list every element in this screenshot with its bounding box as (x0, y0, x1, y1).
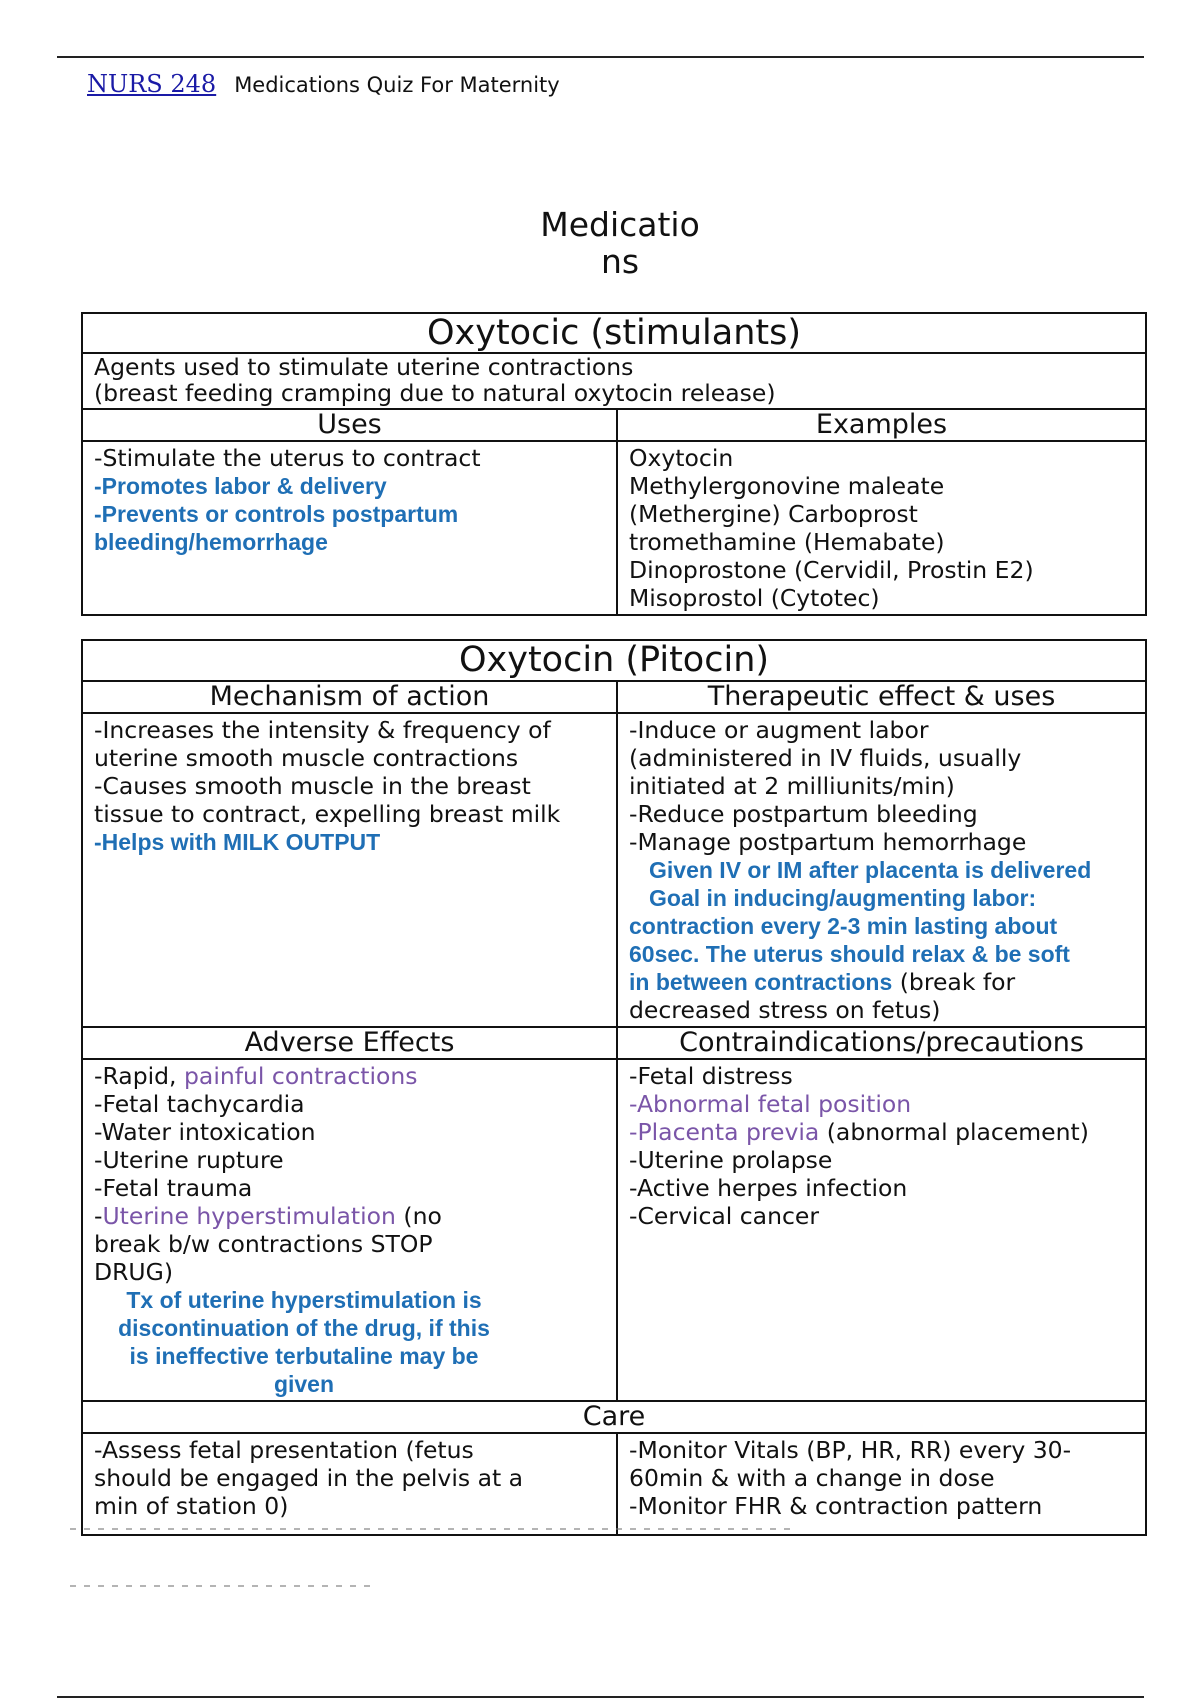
example-item: Misoprostol (Cytotec) (629, 584, 880, 612)
care-item: min of station 0) (94, 1492, 289, 1520)
moa-item: -Increases the intensity & frequency of (94, 716, 551, 744)
therapeutic-item: 60sec. The uterus should relax & be soft (629, 941, 1070, 967)
uses-item: -Prevents or controls postpartum (94, 501, 459, 527)
therapeutic-item: Given IV or IM after placenta is delivered (649, 857, 1092, 883)
uses-item: -Promotes labor & delivery (94, 473, 387, 499)
adverse-header: Adverse Effects (82, 1027, 617, 1059)
adverse-item: -Uterine rupture (94, 1146, 284, 1174)
oxytocic-desc-line-1: Agents used to stimulate uterine contractions (94, 353, 634, 381)
contra-item: -Fetal distress (629, 1062, 793, 1090)
faded-text-remnant (70, 1585, 370, 1587)
care-item: 60min & with a change in dose (629, 1464, 995, 1492)
uses-item: -Stimulate the uterus to contract (94, 444, 481, 472)
therapeutic-item: initiated at 2 milliunits/min) (629, 772, 955, 800)
bottom-rule (57, 1696, 1144, 1698)
pitocin-title: Oxytocin (Pitocin) (82, 640, 1146, 681)
therapeutic-item: contraction every 2-3 min lasting about (629, 913, 1058, 939)
therapeutic-emphasis: in between contractions (629, 969, 893, 995)
faded-text-remnant (70, 1528, 790, 1530)
example-item: tromethamine (Hemabate) (629, 528, 945, 556)
contra-item: -Abnormal fetal position (629, 1090, 912, 1118)
adverse-emphasis: painful contractions (184, 1062, 418, 1090)
adverse-note: (no (395, 1202, 442, 1230)
example-item: Dinoprostone (Cervidil, Prostin E2) (629, 556, 1034, 584)
adverse-cell (82, 1059, 617, 1401)
therapeutic-item (629, 968, 1135, 996)
page-title-line-1: Medicatio (540, 205, 700, 244)
adverse-item: -Fetal tachycardia (94, 1090, 305, 1118)
contra-cell (617, 1059, 1146, 1401)
examples-cell (617, 441, 1146, 615)
therapeutic-note: (break for (892, 968, 1016, 996)
adverse-item: -Water intoxication (94, 1118, 316, 1146)
care-item: -Monitor Vitals (BP, HR, RR) every 30- (629, 1436, 1072, 1464)
example-item: (Methergine) Carboprost (629, 500, 918, 528)
uses-item: bleeding/hemorrhage (94, 529, 328, 555)
contra-item: -Cervical cancer (629, 1202, 820, 1230)
page-header (87, 70, 560, 98)
care-item: -Assess fetal presentation (fetus (94, 1436, 474, 1464)
adverse-item: break b/w contractions STOP (94, 1230, 433, 1258)
moa-cell (82, 713, 617, 1027)
moa-item: -Causes smooth muscle in the breast (94, 772, 531, 800)
therapeutic-item: -Manage postpartum hemorrhage (629, 828, 1027, 856)
oxytocic-title: Oxytocic (stimulants) (82, 313, 1146, 353)
contra-item: -Uterine prolapse (629, 1146, 833, 1174)
contra-header: Contraindications/precautions (617, 1027, 1146, 1059)
contra-item: -Active herpes infection (629, 1174, 908, 1202)
contra-item (629, 1118, 1135, 1146)
care-item: -Monitor FHR & contraction pattern (629, 1492, 1043, 1520)
therapeutic-item: (administered in IV fluids, usually (629, 744, 1022, 772)
moa-item: uterine smooth muscle contractions (94, 744, 519, 772)
adverse-item: -Fetal trauma (94, 1174, 253, 1202)
therapeutic-cell (617, 713, 1146, 1027)
care-right-cell (617, 1433, 1146, 1535)
hyperstimulation-note (94, 1286, 514, 1398)
page-title-line-2: ns (600, 242, 640, 281)
therapeutic-item: decreased stress on fetus) (629, 996, 941, 1024)
adverse-emphasis: Uterine hyperstimulation (102, 1202, 396, 1230)
adverse-item (94, 1062, 606, 1090)
course-link[interactable]: NURS 248 (87, 70, 217, 98)
adverse-prefix: -Rapid, (94, 1062, 184, 1090)
examples-header: Examples (617, 409, 1146, 441)
care-item: should be engaged in the pelvis at a (94, 1464, 524, 1492)
header-title: Medications Quiz For Maternity (234, 73, 560, 97)
therapeutic-item: Goal in inducing/augmenting labor: (649, 885, 1037, 911)
moa-header: Mechanism of action (82, 681, 617, 713)
adverse-item (94, 1202, 606, 1230)
contra-note: (abnormal placement) (819, 1118, 1089, 1146)
moa-item: -Helps with MILK OUTPUT (94, 829, 381, 855)
moa-item: tissue to contract, expelling breast milk (94, 800, 561, 828)
oxytocic-desc-line-2: (breast feeding cramping due to natural oxytocin release) (94, 379, 776, 407)
note-line: discontinuation of the drug, if this (118, 1315, 490, 1341)
uses-cell (82, 441, 617, 615)
page-title (520, 206, 720, 280)
therapeutic-item: -Induce or augment labor (629, 716, 929, 744)
uses-header: Uses (82, 409, 617, 441)
oxytocic-table (81, 312, 1147, 616)
contra-emphasis: -Placenta previa (629, 1118, 820, 1146)
top-rule (57, 56, 1144, 58)
example-item: Methylergonovine maleate (629, 472, 945, 500)
note-line: is ineffective terbutaline may be (129, 1343, 479, 1369)
note-line: given (273, 1371, 335, 1397)
care-header: Care (82, 1401, 1146, 1433)
oxytocic-description (82, 353, 1146, 409)
adverse-dash: - (94, 1202, 103, 1230)
therapeutic-header: Therapeutic effect & uses (617, 681, 1146, 713)
example-item: Oxytocin (629, 444, 734, 472)
adverse-item: DRUG) (94, 1258, 174, 1286)
therapeutic-item: -Reduce postpartum bleeding (629, 800, 978, 828)
care-left-cell (82, 1433, 617, 1535)
pitocin-table (81, 639, 1147, 1536)
note-line: Tx of uterine hyperstimulation is (126, 1287, 482, 1313)
